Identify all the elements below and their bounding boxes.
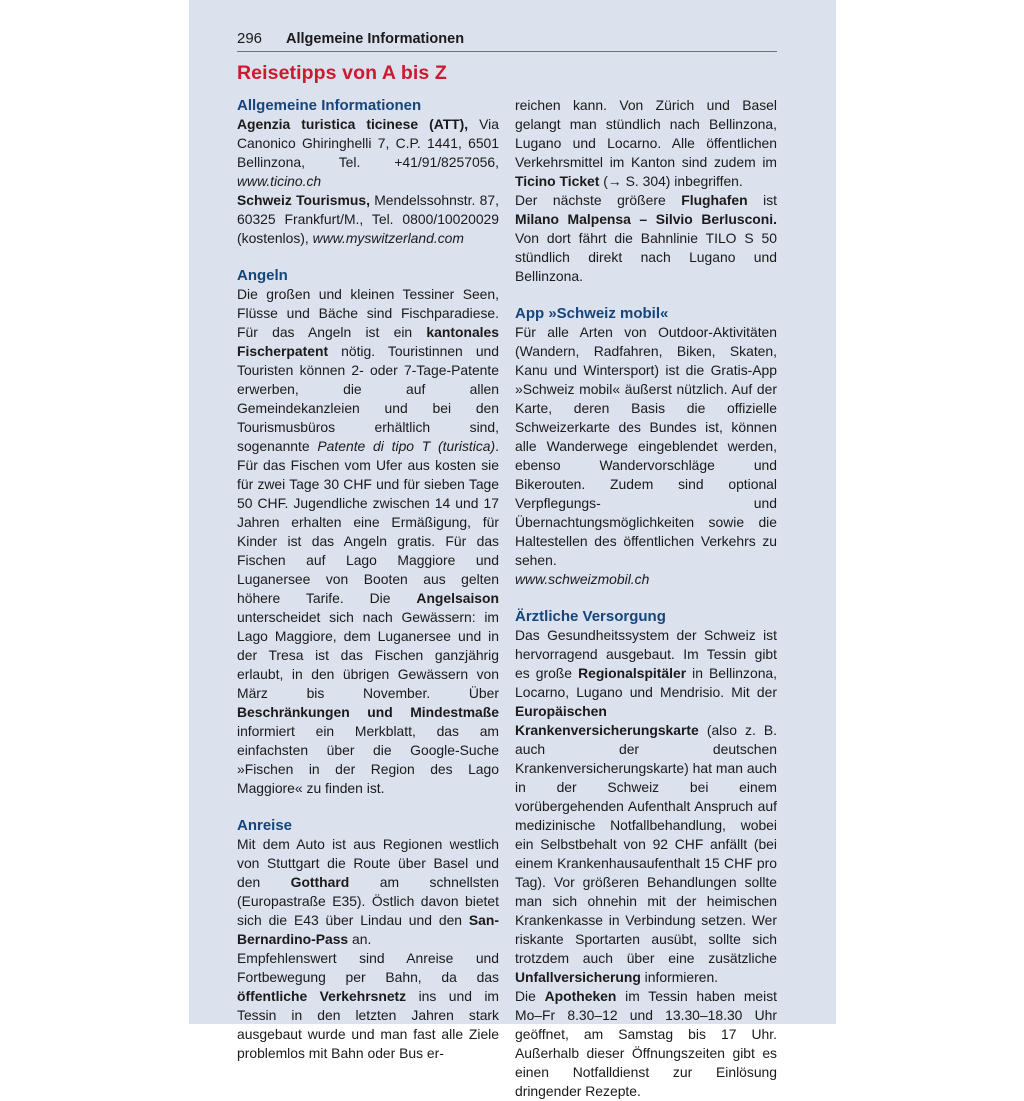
running-header — [237, 29, 777, 52]
anreise-continued-2: Der nächste größere Flughafen ist Milano Malpensa – Silvio Berlusconi. Von dort fährt die Bahnlinie TILO S 50 stündlich direkt nach Lugano und Bellinzona. — [515, 192, 777, 284]
schweiz-tourismus-entry: Schweiz Tourismus, Mendelssohnstr. 87, 60325 Frankfurt/M., Tel. 0800/10020029 (kostenlos), www.myswitzerland.com — [237, 192, 499, 246]
anreise-paragraph-1: Mit dem Auto ist aus Regionen westlich von Stuttgart die Route über Basel und den Gotthard am schnellsten (Europastraße E35). Östlich davon bietet sich die E43 über Lindau und den San-Bernardino-Pass an. — [237, 836, 499, 947]
arzt-paragraph-2: Die Apotheken im Tessin haben meist Mo–Fr 8.30–12 und 13.30–18.30 Uhr geöffnet, am Samstag bis 17 Uhr. Außerhalb dieser Öffnungszeiten gibt es einen Notfalldienst zur Einlösung dringender Rezepte. — [515, 988, 778, 1099]
page-number: 296 — [237, 30, 263, 47]
att-entry: Agenzia turistica ticinese (ATT), Via Canonico Ghiringhelli 7, C.P. 1441, 6501 Bellinzona, Tel. +41/91/8257056, www.ticino.ch — [237, 116, 499, 189]
section-heading-app-schweiz-mobil: App »Schweiz mobil« — [515, 305, 669, 322]
book-page — [189, 0, 836, 1099]
chapter-title: Reisetipps von A bis Z — [237, 62, 447, 84]
schweizmobil-url[interactable]: www.schweizmobil.ch — [515, 571, 650, 587]
section-heading-anreise: Anreise — [237, 817, 293, 834]
app-paragraph: Für alle Arten von Outdoor-Aktivitäten (Wandern, Radfahren, Biken, Skaten, Kanu und Wintersport) ist die Gratis-App »Schweiz mobil« äußerst nützlich. Auf der Karte, deren Basis die offizielle Schweizerkarte des Bundes ist, können alle Wanderwege eingeblendet werden, ebenso Wandervorschläge und Bikerouten. Zudem sind optional Verpflegungs- und Übernachtungsmöglichkeiten sowie die Haltestellen des öffentlichen Verkehrs zu sehen. — [515, 324, 777, 568]
running-title: Allgemeine Informationen — [286, 31, 465, 47]
angeln-paragraph: Die großen und kleinen Tessiner Seen, Flüsse und Bäche sind Fischparadiese. Für das Angeln ist ein kantonales Fischerpatent nötig. Touristinnen und Touristen können 2- oder 7-Tage-Patente erwerben, die auf allen Gemeindekanzleien und bei den Tourismusbüros erhältlich sind, sogenannte Patente di tipo T (turistica). Für das Fischen vom Ufer aus kosten sie für zwei Tage 30 CHF und für sieben Tage 50 CHF. Jugendliche zwischen 14 und 17 Jahren erhalten eine Ermäßigung, für Kinder ist das Angeln gratis. Für das Fischen auf Lago Maggiore und Luganersee von Booten aus gelten höhere Tarife. Die Angelsaison unterscheidet sich nach Gewässern: im Lago Maggiore, dem Luganersee und in der Tresa ist das Fischen ganzjährig erlaubt, in den übrigen Gewässern von März bis November. Über Beschränkungen und Mindestmaße informiert ein Merkblatt, das am einfachsten über die Google-Suche »Fischen in der Region des Lago Maggiore« zu finden ist. — [237, 286, 500, 796]
left-column — [237, 96, 499, 1063]
att-url[interactable]: www.ticino.ch — [237, 173, 322, 189]
right-column — [515, 96, 777, 1101]
st-name: Schweiz Tourismus, — [237, 192, 370, 208]
section-heading-angeln: Angeln — [237, 267, 288, 284]
section-heading-aerztliche-versorgung: Ärztliche Versorgung — [515, 608, 666, 625]
section-heading-allgemeine-informationen: Allgemeine Informationen — [237, 97, 422, 114]
arzt-paragraph-1: Das Gesundheitssystem der Schweiz ist hervorragend ausgebaut. Im Tessin gibt es große Regionalspitäler in Bellinzona, Locarno, Lugano und Mendrisio. Mit der Europäischen Krankenversicherungskarte (also z. B. auch der deutschen Krankenversicherungskarte) hat man auch in der Schweiz bei einem vorübergehenden Aufenthalt Anspruch auf medizinische Notfallbehandlung, wobei ein Selbstbehalt von 92 CHF anfällt (bei einem Krankenhausaufenthalt 15 CHF pro Tag). Vor größeren Behandlungen sollte man sich ohnehin mit der heimischen Krankenkasse in Verbindung setzen. Wer riskante Sportarten ausübt, sollte sich trotzdem auch über eine zusätzliche Unfallversicherung informieren. — [515, 627, 777, 985]
anreise-paragraph-2: Empfehlenswert sind Anreise und Fortbewegung per Bahn, da das öffentliche Verkehrsnetz ins und im Tessin in den letzten Jahren stark ausgebaut wurde und man fast alle Ziele problemlos mit Bahn oder Bus er- — [237, 950, 500, 1061]
anreise-continued-1: reichen kann. Von Zürich und Basel gelangt man stündlich nach Bellinzona, Lugano und Locarno. Alle öffentlichen Verkehrsmittel im Kanton sind zudem im Ticino Ticket (→ S. 304) inbegriffen. — [515, 97, 777, 189]
att-name: Agenzia turistica ticinese (ATT), — [237, 116, 469, 132]
st-url[interactable]: www.myswitzerland.com — [312, 230, 464, 246]
